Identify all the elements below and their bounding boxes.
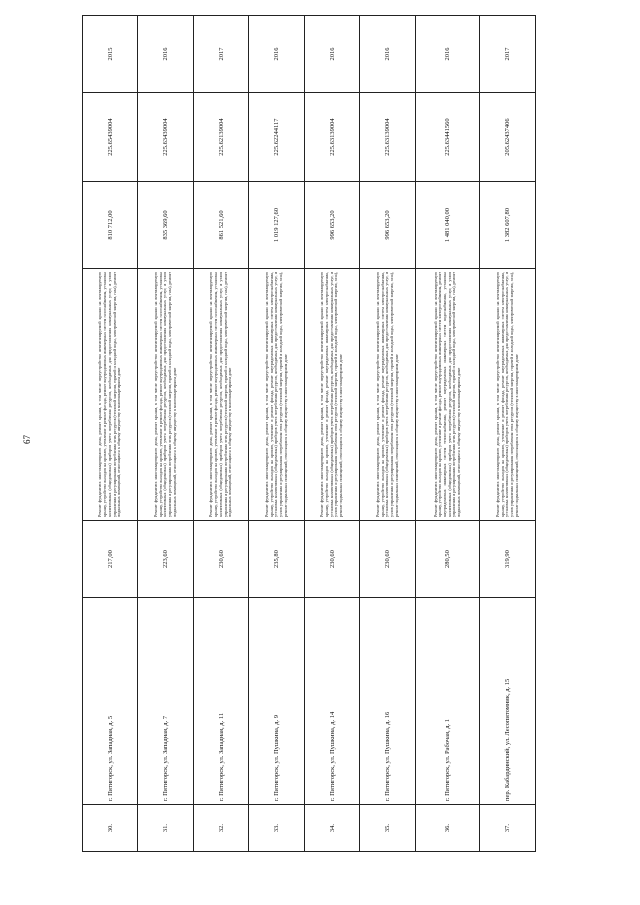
cost-cell: 1 481 040,00 bbox=[415, 182, 480, 269]
row-number-cell: 35. bbox=[360, 805, 415, 852]
code-cell: 225.62139004 bbox=[193, 93, 248, 182]
year-cell: 2017 bbox=[193, 16, 248, 93]
area-cell: 280,50 bbox=[415, 521, 480, 598]
code-cell: 225.63441560 bbox=[415, 93, 480, 182]
year-cell: 2016 bbox=[415, 16, 480, 93]
table-row bbox=[249, 16, 304, 852]
table-row bbox=[193, 16, 248, 852]
works-description-cell: Ремонт фундамента многоквартирного дома, ремонт крыши, в том числе переустройство невентилируемой крыши на вентилируемую крышу, устройство выходов на кровлю, утепление и ремонт фасада, ремонт внутридомовых инженерных систем газоснабжения, установка коллективных (общедомовых) приборов учета потребления ресурсов, необходимых для предоставления коммунальных услуг, и узлов управления и регулирования потребления этих ресурсов (тепловой энергии, горячей и холодной воды, электрической энергии, газа), ремонт подвальных помещений, относящихся к общему имуществу в многоквартирном доме bbox=[83, 269, 138, 521]
works-description-cell: Ремонт фундамента многоквартирного дома, ремонт крыши, в том числе переустройство невентилируемой крыши на вентилируемую крышу, устройство выходов на кровлю, утепление и ремонт фасада, ремонт внутридомовых инженерных систем электроснабжения, установка коллективных (общедомовых) приборов учета потребления ресурсов, необходимых для предоставления коммунальных услуг, и узлов управления и регулирования потребления этих ресурсов (тепловой энергии, горячей и холодной воды, электрической энергии, газа), ремонт подвальных помещений, относящихся к общему имуществу в многоквартирном доме bbox=[480, 269, 536, 521]
year-cell: 2016 bbox=[249, 16, 304, 93]
table-row bbox=[138, 16, 193, 852]
area-cell: 230,60 bbox=[304, 521, 359, 598]
works-description-cell: Ремонт фундамента многоквартирного дома, ремонт крыши, в том числе переустройство невентилируемой крыши на вентилируемую крышу, устройство выходов на кровлю, утепление и ремонт фасада, ремонт внутридомовых инженерных систем электроснабжения, установка коллективных (общедомовых) приборов учета потребления ресурсов, необходимых для предоставления коммунальных услуг, и узлов управления и регулирования потребления этих ресурсов (тепловой энергии, горячей и холодной воды, электрической энергии, газа), ремонт подвальных помещений, относящихся к общему имуществу в многоквартирном доме bbox=[249, 269, 304, 521]
year-cell: 2015 bbox=[83, 16, 138, 93]
code-cell: 225.63139004 bbox=[304, 93, 359, 182]
address-cell: г. Пятигорск, ул. Пушкина, д. 9 bbox=[249, 598, 304, 805]
address-cell: г. Пятигорск, ул. Западная, д. 7 bbox=[138, 598, 193, 805]
code-cell: 225.65439004 bbox=[83, 93, 138, 182]
cost-cell: 835 369,60 bbox=[138, 182, 193, 269]
cost-cell: 996 653,20 bbox=[304, 182, 359, 269]
code-cell: 225.63439004 bbox=[138, 93, 193, 182]
row-number-cell: 37. bbox=[480, 805, 536, 852]
year-cell: 2016 bbox=[138, 16, 193, 93]
address-cell: г. Пятигорск, ул. Западная, д. 5 bbox=[83, 598, 138, 805]
table-row bbox=[83, 16, 138, 852]
code-cell: 225.63139004 bbox=[360, 93, 415, 182]
year-cell: 2016 bbox=[360, 16, 415, 93]
area-cell: 230,60 bbox=[193, 521, 248, 598]
year-cell: 2017 bbox=[480, 16, 536, 93]
row-number-cell: 32. bbox=[193, 805, 248, 852]
area-cell: 235,80 bbox=[249, 521, 304, 598]
row-number-cell: 31. bbox=[138, 805, 193, 852]
address-cell: г. Пятигорск, ул. Западная, д. 11 bbox=[193, 598, 248, 805]
works-description-cell: Ремонт фундамента многоквартирного дома, ремонт крыши, в том числе переустройство невентилируемой крыши на вентилируемую крышу, устройство выходов на кровлю, утепление и ремонт фасада, ремонт внутридомовых инженерных систем электроснабжения, установка коллективных (общедомовых) приборов учета потребления ресурсов, необходимых для предоставления коммунальных услуг, и узлов управления и регулирования потребления этих ресурсов (тепловой энергии, горячей и холодной воды, электрической энергии, газа), ремонт подвальных помещений, относящихся к общему имуществу в многоквартирном доме bbox=[360, 269, 415, 521]
row-number-cell: 33. bbox=[249, 805, 304, 852]
cost-cell: 861 521,60 bbox=[193, 182, 248, 269]
table-row bbox=[480, 16, 536, 852]
address-cell: г. Пятигорск, ул. Пушкина, д. 16 bbox=[360, 598, 415, 805]
address-cell: пер. Кабардинский, ул. Лесопитомник, д. 15 bbox=[480, 598, 536, 805]
row-number-cell: 34. bbox=[304, 805, 359, 852]
area-cell: 217,00 bbox=[83, 521, 138, 598]
works-description-cell: Ремонт фундамента многоквартирного дома, ремонт крыши, в том числе переустройство невентилируемой крыши на вентилируемую крышу, устройство выходов на кровлю, утепление и ремонт фасада, ремонт внутридомовых инженерных систем газоснабжения, установка коллективных (общедомовых) приборов учета потребления ресурсов, необходимых для предоставления коммунальных услуг, и узлов управления и регулирования потребления этих ресурсов (тепловой энергии, горячей и холодной воды, электрической энергии, газа), ремонт подвальных помещений, относящихся к общему имуществу в многоквартирном доме bbox=[193, 269, 248, 521]
area-cell: 223,60 bbox=[138, 521, 193, 598]
repair-program-table bbox=[82, 15, 536, 852]
address-cell: г. Пятигорск, ул. Рабочая, д. 1 bbox=[415, 598, 480, 805]
code-cell: 205.62437406 bbox=[480, 93, 536, 182]
table-row bbox=[360, 16, 415, 852]
year-cell: 2016 bbox=[304, 16, 359, 93]
code-cell: 225.62244117 bbox=[249, 93, 304, 182]
cost-cell: 996 653,20 bbox=[360, 182, 415, 269]
cost-cell: 810 712,00 bbox=[83, 182, 138, 269]
works-description-cell: Ремонт фундамента многоквартирного дома, ремонт крыши, в том числе переустройство невентилируемой крыши на вентилируемую крышу, устройство выходов на кровлю, утепление и ремонт фасада, ремонт внутридомовых инженерных систем электроснабжения, установка коллективных (общедомовых) приборов учета потребления ресурсов, необходимых для предоставления коммунальных услуг, и узлов управления и регулирования потребления этих ресурсов (тепловой энергии, горячей и холодной воды, электрической энергии, газа), ремонт подвальных помещений, относящихся к общему имуществу в многоквартирном доме bbox=[304, 269, 359, 521]
table-row bbox=[304, 16, 359, 852]
cost-cell: 1 382 607,80 bbox=[480, 182, 536, 269]
cost-cell: 1 019 127,60 bbox=[249, 182, 304, 269]
row-number-cell: 30. bbox=[83, 805, 138, 852]
works-description-cell: Ремонт фундамента многоквартирного дома, ремонт крыши, в том числе переустройство невентилируемой крыши на вентилируемую крышу, устройство выходов на кровлю, утепление и ремонт фасада, ремонт внутридомовых инженерных систем электроснабжения, ремонт внутридомовых инженерных систем теплоснабжения, ремонт внутридомовых инженерных систем водоснабжения, установка коллективных (общедомовых) приборов учета потребления ресурсов, необходимых для предоставления коммунальных услуг, и узлов управления и регулирования потребления этих ресурсов (тепловой энергии, горячей и холодной воды, электрической энергии, газа), ремонт подвальных помещений, относящихся к общему имуществу в многоквартирном доме bbox=[415, 269, 480, 521]
table-row bbox=[415, 16, 480, 852]
area-cell: 230,60 bbox=[360, 521, 415, 598]
row-number-cell: 36. bbox=[415, 805, 480, 852]
works-description-cell: Ремонт фундамента многоквартирного дома, ремонт крыши, в том числе переустройство невентилируемой крыши на вентилируемую крышу, устройство выходов на кровлю, утепление и ремонт фасада, ремонт внутридомовых инженерных систем газоснабжения, установка коллективных (общедомовых) приборов учета потребления ресурсов, необходимых для предоставления коммунальных услуг, и узлов управления и регулирования потребления этих ресурсов (тепловой энергии, горячей и холодной воды, электрической энергии, газа), ремонт подвальных помещений, относящихся к общему имуществу в многоквартирном доме bbox=[138, 269, 193, 521]
address-cell: г. Пятигорск, ул. Пушкина, д. 14 bbox=[304, 598, 359, 805]
page-number: 67 bbox=[22, 435, 32, 444]
area-cell: 319,90 bbox=[480, 521, 536, 598]
